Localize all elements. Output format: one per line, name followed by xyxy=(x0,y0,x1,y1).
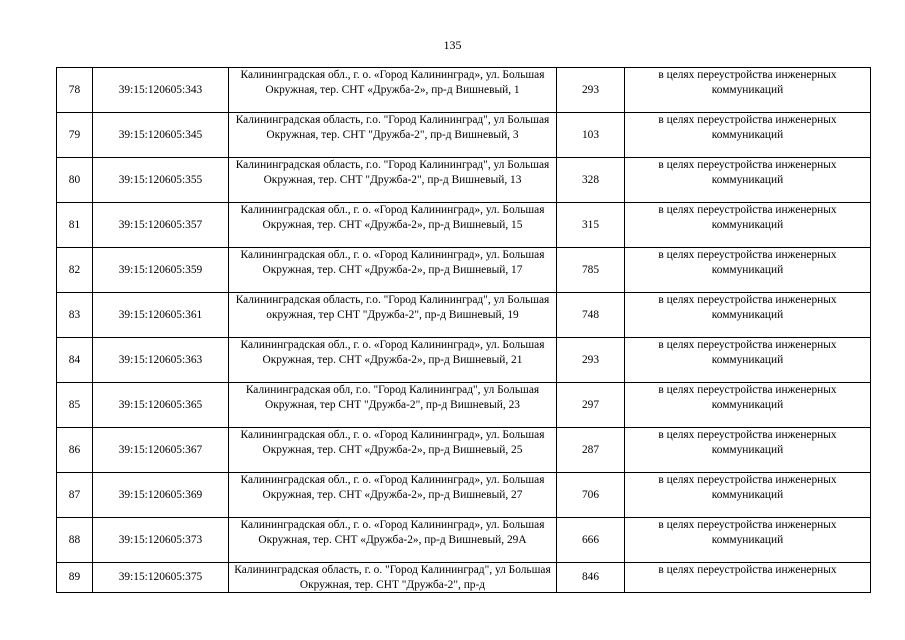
purpose-cell xyxy=(625,203,871,248)
address-text: Калининградская область, г.о. "Город Калининград", ул Большая Окружная, тер. СНТ "Дружба-2", пр-д Вишневый, 13 xyxy=(235,159,550,186)
cadastral-number: 39:15:120605:359 xyxy=(93,248,229,293)
table-row xyxy=(57,203,871,248)
address-cell xyxy=(229,113,557,158)
parcels-table xyxy=(56,67,871,593)
cadastral-number: 39:15:120605:375 xyxy=(93,563,229,593)
table-row xyxy=(57,428,871,473)
area-cell: 666 xyxy=(557,518,625,563)
row-number: 87 xyxy=(57,473,93,518)
address-text: Калининградская обл., г. о. «Город Калининград», ул. Большая Окружная, тер. СНТ «Дружба-2», пр-д Вишневый, 17 xyxy=(240,249,545,276)
cadastral-number: 39:15:120605:355 xyxy=(93,158,229,203)
purpose-cell xyxy=(625,158,871,203)
area-cell: 846 xyxy=(557,563,625,593)
row-number: 82 xyxy=(57,248,93,293)
row-number: 80 xyxy=(57,158,93,203)
cadastral-number: 39:15:120605:369 xyxy=(93,473,229,518)
area-cell: 706 xyxy=(557,473,625,518)
table-row xyxy=(57,68,871,113)
purpose-text: в целях переустройства инженерных коммуникаций xyxy=(658,204,837,231)
table-row xyxy=(57,158,871,203)
purpose-text: в целях переустройства инженерных коммуникаций xyxy=(658,69,837,96)
address-cell xyxy=(229,338,557,383)
table-row xyxy=(57,518,871,563)
cadastral-number: 39:15:120605:343 xyxy=(93,68,229,113)
purpose-cell xyxy=(625,518,871,563)
purpose-cell xyxy=(625,383,871,428)
area-cell: 328 xyxy=(557,158,625,203)
table-row xyxy=(57,293,871,338)
purpose-text: в целях переустройства инженерных коммуникаций xyxy=(658,159,837,186)
address-text: Калининградская область, г. о. "Город Калининград", ул Большая Окружная, тер. СНТ "Дружба-2", пр-д xyxy=(234,564,551,591)
row-number: 83 xyxy=(57,293,93,338)
address-cell xyxy=(229,428,557,473)
purpose-text: в целях переустройства инженерных коммуникаций xyxy=(658,114,837,141)
area-cell: 297 xyxy=(557,383,625,428)
purpose-cell xyxy=(625,473,871,518)
address-cell xyxy=(229,68,557,113)
area-cell: 748 xyxy=(557,293,625,338)
address-text: Калининградская обл., г. о. «Город Калининград», ул. Большая Окружная, тер. СНТ «Дружба-2», пр-д Вишневый, 21 xyxy=(240,339,545,366)
table-row xyxy=(57,563,871,593)
row-number: 88 xyxy=(57,518,93,563)
parcels-table-body xyxy=(57,68,871,593)
purpose-text: в целях переустройства инженерных коммуникаций xyxy=(658,339,837,366)
address-text: Калининградская область, г.о. "Город Калининград", ул Большая окружная, тер СНТ "Дружба-2", пр-д Вишневый, 19 xyxy=(235,294,550,321)
cadastral-number: 39:15:120605:365 xyxy=(93,383,229,428)
address-cell xyxy=(229,293,557,338)
area-cell: 315 xyxy=(557,203,625,248)
address-cell xyxy=(229,203,557,248)
address-cell xyxy=(229,158,557,203)
address-cell xyxy=(229,248,557,293)
address-cell xyxy=(229,563,557,593)
purpose-cell xyxy=(625,68,871,113)
area-cell: 287 xyxy=(557,428,625,473)
row-number: 86 xyxy=(57,428,93,473)
purpose-cell xyxy=(625,338,871,383)
purpose-text: в целях переустройства инженерных коммуникаций xyxy=(658,519,837,546)
row-number: 89 xyxy=(57,563,93,593)
cadastral-number: 39:15:120605:367 xyxy=(93,428,229,473)
address-text: Калининградская обл., г. о. «Город Калининград», ул. Большая Окружная, тер. СНТ «Дружба-2», пр-д Вишневый, 25 xyxy=(240,429,545,456)
purpose-cell xyxy=(625,113,871,158)
row-number: 84 xyxy=(57,338,93,383)
row-number: 79 xyxy=(57,113,93,158)
address-text: Калининградская область, г.о. "Город Калининград", ул Большая Окружная, тер. СНТ "Дружба-2", пр-д Вишневый, 3 xyxy=(235,114,550,141)
table-row xyxy=(57,248,871,293)
page-number: 135 xyxy=(443,38,462,52)
table-row xyxy=(57,473,871,518)
purpose-text: в целях переустройства инженерных коммуникаций xyxy=(658,384,837,411)
table-row xyxy=(57,383,871,428)
cadastral-number: 39:15:120605:345 xyxy=(93,113,229,158)
address-text: Калининградская обл., г. о. «Город Калининград», ул. Большая Окружная, тер. СНТ «Дружба-2», пр-д Вишневый, 15 xyxy=(240,204,545,231)
row-number: 81 xyxy=(57,203,93,248)
cadastral-number: 39:15:120605:361 xyxy=(93,293,229,338)
area-cell: 293 xyxy=(557,68,625,113)
row-number: 78 xyxy=(57,68,93,113)
purpose-text: в целях переустройства инженерных xyxy=(658,564,837,576)
cadastral-number: 39:15:120605:373 xyxy=(93,518,229,563)
address-text: Калининградская обл., г. о. «Город Калининград», ул. Большая Окружная, тер. СНТ «Дружба-2», пр-д Вишневый, 27 xyxy=(240,474,545,501)
purpose-cell xyxy=(625,248,871,293)
area-cell: 293 xyxy=(557,338,625,383)
address-text: Калининградская обл., г. о. «Город Калининград», ул. Большая Окружная, тер. СНТ «Дружба-2», пр-д Вишневый, 29А xyxy=(240,519,545,546)
area-cell: 103 xyxy=(557,113,625,158)
address-cell xyxy=(229,473,557,518)
purpose-text: в целях переустройства инженерных коммуникаций xyxy=(658,474,837,501)
cadastral-number: 39:15:120605:363 xyxy=(93,338,229,383)
purpose-text: в целях переустройства инженерных коммуникаций xyxy=(658,429,837,456)
purpose-cell xyxy=(625,428,871,473)
address-cell xyxy=(229,383,557,428)
purpose-text: в целях переустройства инженерных коммуникаций xyxy=(658,294,837,321)
address-text: Калининградская обл, г.о. "Город Калининград", ул Большая Окружная, тер СНТ "Дружба-2", пр-д Вишневый, 23 xyxy=(245,384,540,411)
purpose-text: в целях переустройства инженерных коммуникаций xyxy=(658,249,837,276)
cadastral-number: 39:15:120605:357 xyxy=(93,203,229,248)
purpose-cell xyxy=(625,563,871,593)
purpose-cell xyxy=(625,293,871,338)
table-row xyxy=(57,113,871,158)
address-cell xyxy=(229,518,557,563)
row-number: 85 xyxy=(57,383,93,428)
table-row xyxy=(57,338,871,383)
address-text: Калининградская обл., г. о. «Город Калининград», ул. Большая Окружная, тер. СНТ «Дружба-2», пр-д Вишневый, 1 xyxy=(240,69,545,96)
area-cell: 785 xyxy=(557,248,625,293)
